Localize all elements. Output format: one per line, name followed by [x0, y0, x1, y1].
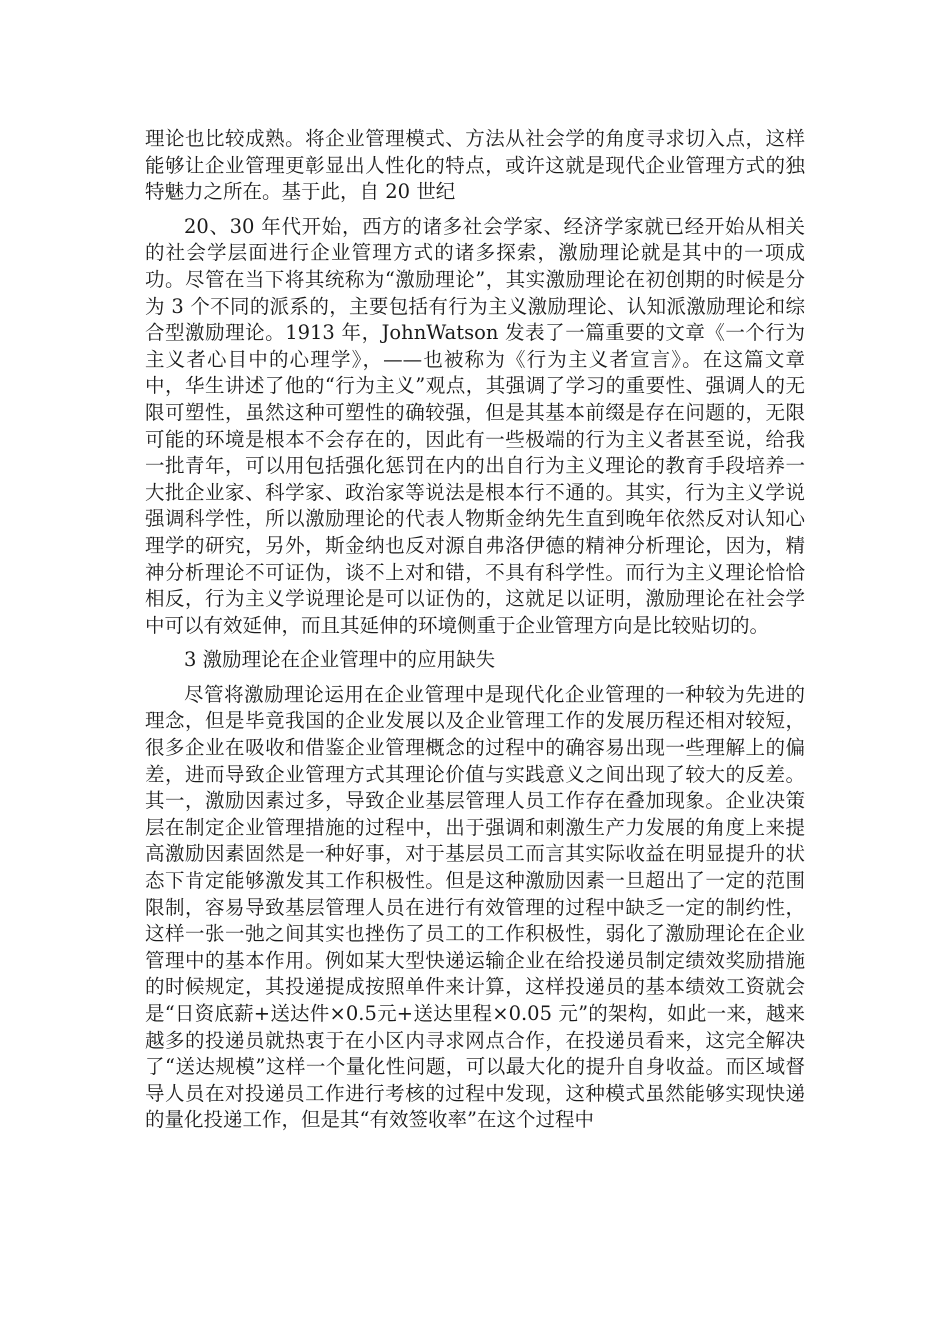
paragraph-continuation: 理论也比较成熟。将企业管理模式、方法从社会学的角度寻求切入点，这样能够让企业管理更彰显出人性化的特点，或许这就是现代企业管理方式的独特魅力之所在。基于此，自 20 世纪	[145, 127, 805, 204]
paragraph-application-deficiency: 尽管将激励理论运用在企业管理中是现代化企业管理的一种较为先进的理念，但是毕竟我国的企业发展以及企业管理工作的发展历程还相对较短，很多企业在吸收和借鉴企业管理概念的过程中的确容易出现一些理解上的偏差，进而导致企业管理方式其理论价值与实践意义之间出现了较大的反差。其一，激励因素过多，导致企业基层管理人员工作存在叠加现象。企业决策层在制定企业管理措施的过程中，出于强调和刺激生产力发展的角度上来提高激励因素固然是一种好事，对于基层员工而言其实际收益在明显提升的状态下肯定能够激发其工作积极性。但是这种激励因素一旦超出了一定的范围限制，容易导致基层管理人员在进行有效管理的过程中缺乏一定的制约性，这样一张一弛之间其实也挫伤了员工的工作积极性，弱化了激励理论在企业管理中的基本作用。例如某大型快递运输企业在给投递员制定绩效奖励措施的时候规定，其投递提成按照单件来计算，这样投递员的基本绩效工资就会是“日资底薪+送达件×0.5元+送达里程×0.05 元”的架构，如此一来，越来越多的投递员就热衷于在小区内寻求网点合作，在投递员看来，这完全解决了“送达规模”这样一个量化性问题，可以最大化的提升自身收益。而区域督导人员在对投递员工作进行考核的过程中发现，这种模式虽然能够实现快递的量化投递工作，但是其“有效签收率”在这个过程中	[145, 682, 805, 1132]
paragraph-motivation-theory-history: 20、30 年代开始，西方的诸多社会学家、经济学家就已经开始从相关的社会学层面进行企业管理方式的诸多探索，激励理论就是其中的一项成功。尽管在当下将其统称为“激励理论”，其实激励理论在初创期的时候是分为 3 个不同的派系的，主要包括有行为主义激励理论、认知派激励理论和综合型激励理论。1913 年，JohnWatson 发表了一篇重要的文章《一个行为主义者心目中的心理学》，——也被称为《行为主义者宣言》。在这篇文章中，华生讲述了他的“行为主义”观点，其强调了学习的重要性、强调人的无限可塑性，虽然这种可塑性的确较强，但是其基本前缀是存在问题的，无限可能的环境是根本不会存在的，因此有一些极端的行为主义者甚至说，给我一批青年，可以用包括强化惩罚在内的出自行为主义理论的教育手段培养一大批企业家、科学家、政治家等说法是根本行不通的。其实，行为主义学说强调科学性，所以激励理论的代表人物斯金纳先生直到晚年依然反对认知心理学的研究，另外，斯金纳也反对源自弗洛伊德的精神分析理论，因为，精神分析理论不可证伪，谈不上对和错，不具有科学性。而行为主义理论恰恰相反，行为主义学说理论是可以证伪的，这就足以证明，激励理论在社会学中可以有效延伸，而且其延伸的环境侧重于企业管理方向是比较贴切的。	[145, 214, 805, 637]
section-heading: 3 激励理论在企业管理中的应用缺失	[184, 648, 496, 672]
document-body	[145, 126, 805, 1142]
